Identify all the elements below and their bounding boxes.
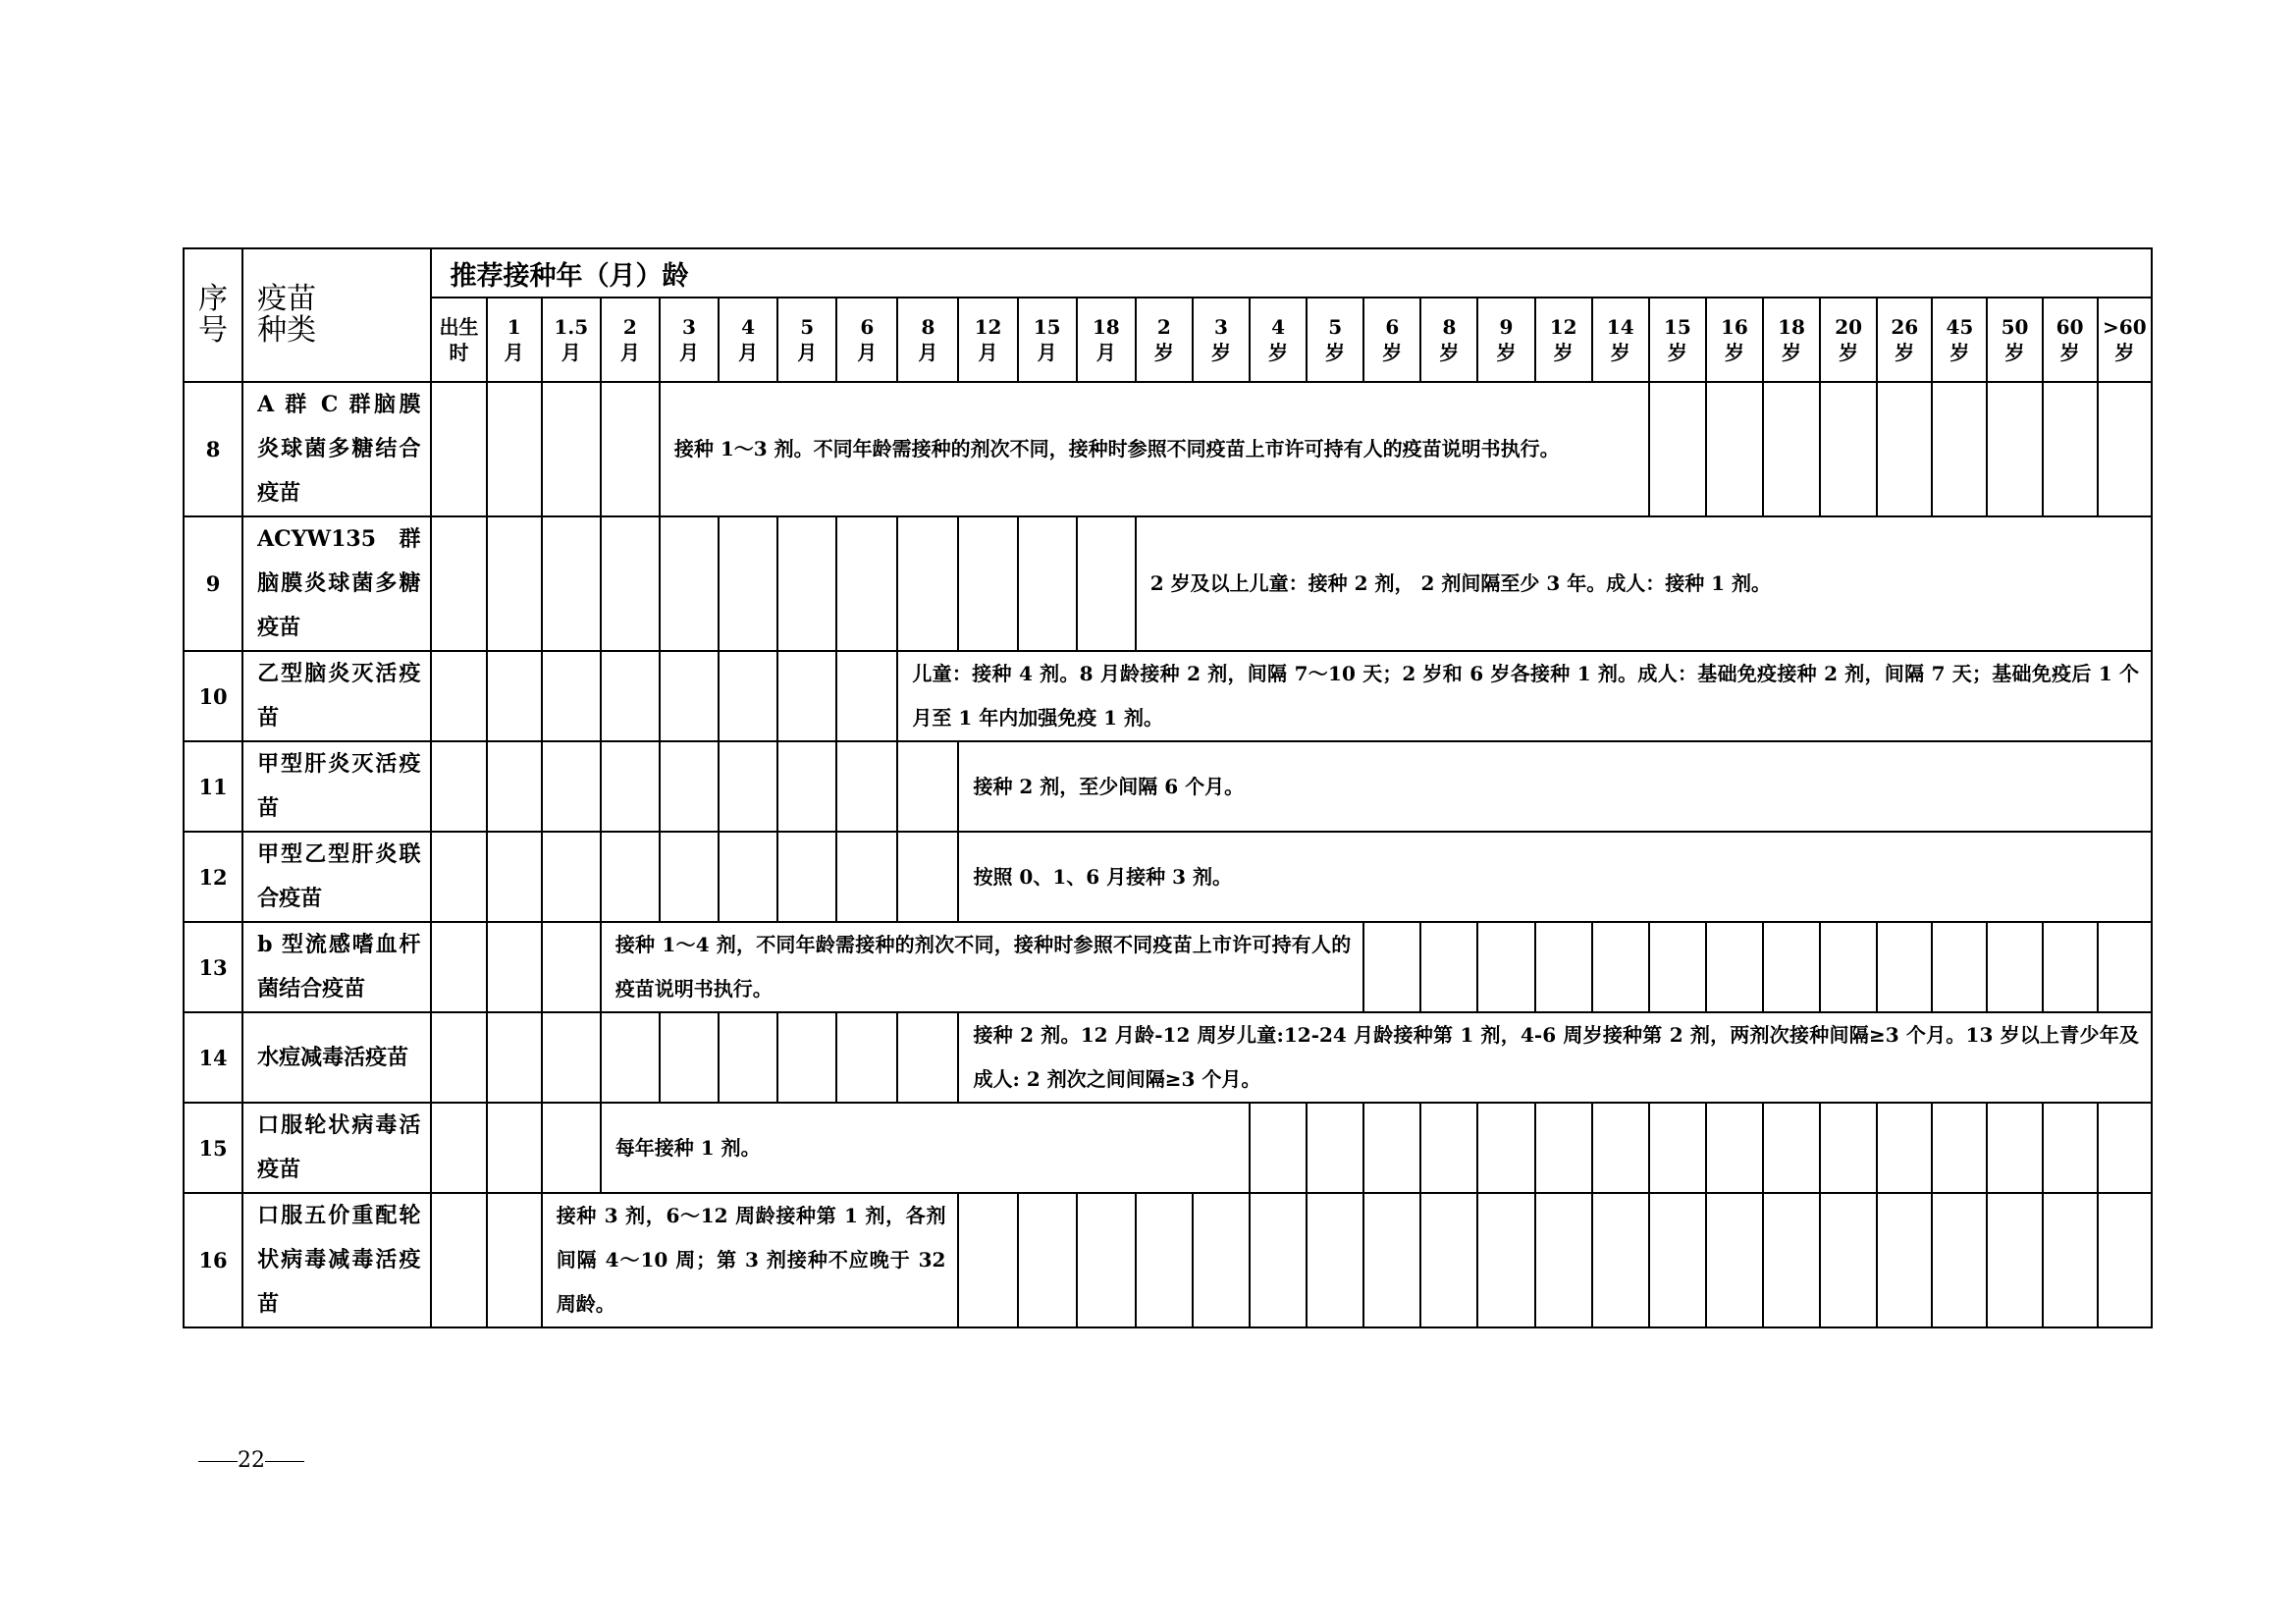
age-cell: [660, 832, 719, 922]
age-header-unit: 岁: [1153, 341, 1174, 364]
age-cell: [487, 516, 542, 651]
age-cell: [1136, 1193, 1193, 1327]
age-cell: [1477, 1193, 1534, 1327]
age-cell: [836, 1012, 897, 1103]
age-header-unit: 月: [619, 341, 640, 364]
age-header-value: 9: [1499, 315, 1514, 339]
age-cell: [719, 832, 777, 922]
schedule-note: 按照 0、1、6 月接种 3 剂。: [958, 832, 2152, 922]
age-cell: [487, 1193, 542, 1327]
age-cell: [487, 741, 542, 832]
age-cell: [431, 516, 486, 651]
schedule-note: 接种 2 剂，至少间隔 6 个月。: [958, 741, 2152, 832]
age-cell: [1363, 1193, 1420, 1327]
age-header-unit: 月: [1095, 341, 1116, 364]
age-cell: [542, 382, 601, 516]
age-cell: [1363, 922, 1420, 1012]
row-index: 13: [184, 922, 242, 1012]
vaccination-schedule-table: [183, 247, 2153, 1328]
age-header-unit: 岁: [1782, 341, 1802, 364]
age-header-value: 2: [1156, 315, 1171, 339]
index-header: 序号: [184, 248, 242, 382]
row-index: 11: [184, 741, 242, 832]
age-header-unit: 岁: [1667, 341, 1687, 364]
age-header: [487, 298, 542, 382]
age-cell: [719, 516, 777, 651]
age-cell: [719, 741, 777, 832]
age-cell: [897, 516, 958, 651]
age-cell: [431, 741, 486, 832]
age-cell: [1877, 382, 1932, 516]
age-header: [601, 298, 660, 382]
age-cell: [660, 516, 719, 651]
age-cell: [660, 651, 719, 741]
row-index: 12: [184, 832, 242, 922]
age-header-unit: 月: [561, 341, 581, 364]
age-cell: [487, 1012, 542, 1103]
age-cell: [601, 741, 660, 832]
age-cell: [1763, 922, 1820, 1012]
age-header-unit: 岁: [1325, 341, 1346, 364]
age-cell: [487, 382, 542, 516]
table-row: [184, 1193, 2152, 1327]
age-cell: [1535, 1193, 1592, 1327]
age-header-value: 50: [2001, 315, 2029, 339]
vaccine-name: b 型流感嗜血杆菌结合疫苗: [242, 922, 431, 1012]
age-cell: [660, 1012, 719, 1103]
age-cell: [1535, 1103, 1592, 1193]
age-header-unit: 岁: [1610, 341, 1630, 364]
age-cell: [1649, 1103, 1706, 1193]
age-cell: [542, 1103, 601, 1193]
table-row: [184, 741, 2152, 832]
vaccine-name: A 群 C 群脑膜炎球菌多糖结合疫苗: [242, 382, 431, 516]
age-cell: [1420, 1193, 1477, 1327]
header-row-ages: [184, 298, 2152, 382]
schedule-note: 2 岁及以上儿童：接种 2 剂， 2 剂间隔至少 3 年。成人：接种 1 剂。: [1136, 516, 2152, 651]
age-header-value: 12: [1549, 315, 1577, 339]
age-header: [1877, 298, 1932, 382]
age-cell: [1932, 922, 1987, 1012]
age-cell: [601, 1012, 660, 1103]
age-cell: [487, 651, 542, 741]
age-header-unit: 岁: [1949, 341, 1970, 364]
age-header: [897, 298, 958, 382]
age-header: [660, 298, 719, 382]
age-header: [431, 298, 486, 382]
age-cell: [1077, 516, 1136, 651]
age-header-value: 2: [622, 315, 637, 339]
age-cell: [1592, 1193, 1649, 1327]
row-index: 8: [184, 382, 242, 516]
age-header-value: 出生: [439, 315, 479, 339]
age-cell: [2043, 1193, 2098, 1327]
age-header-value: 6: [860, 315, 875, 339]
age-cell: [1193, 1193, 1250, 1327]
age-cell: [542, 832, 601, 922]
table-row: [184, 832, 2152, 922]
age-cell: [1363, 1103, 1420, 1193]
row-index: 16: [184, 1193, 242, 1327]
age-header-value: 1.5: [554, 315, 589, 339]
age-cell: [1307, 1103, 1363, 1193]
age-cell: [487, 832, 542, 922]
age-header: [1477, 298, 1534, 382]
page-number: 22: [198, 1448, 304, 1474]
age-cell: [2098, 1103, 2152, 1193]
schedule-note: 接种 3 剂，6～12 周龄接种第 1 剂，各剂间隔 4～10 周；第 3 剂接种不应晚于 32 周龄。: [542, 1193, 959, 1327]
age-cell: [1932, 1193, 1987, 1327]
age-cell: [2043, 382, 2098, 516]
age-cell: [719, 651, 777, 741]
age-header: [1420, 298, 1477, 382]
age-header: [1535, 298, 1592, 382]
age-header: [1932, 298, 1987, 382]
age-header: [542, 298, 601, 382]
age-header-value: 4: [741, 315, 756, 339]
age-header-unit: 岁: [1268, 341, 1289, 364]
age-cell: [431, 382, 486, 516]
age-cell: [1420, 1103, 1477, 1193]
age-cell: [1820, 382, 1877, 516]
age-cell: [1535, 922, 1592, 1012]
vaccine-name: 口服轮状病毒活疫苗: [242, 1103, 431, 1193]
table-row: [184, 1012, 2152, 1103]
age-cell: [958, 516, 1017, 651]
vaccine-name: 甲型乙型肝炎联合疫苗: [242, 832, 431, 922]
age-cell: [1018, 516, 1077, 651]
age-cell: [777, 516, 836, 651]
age-cell: [542, 651, 601, 741]
age-header-unit: 月: [678, 341, 699, 364]
age-header-value: 45: [1946, 315, 1974, 339]
age-cell: [897, 1012, 958, 1103]
age-header: [1193, 298, 1250, 382]
schedule-note: 接种 1～3 剂。不同年龄需接种的剂次不同，接种时参照不同疫苗上市许可持有人的疫苗说明书执行。: [660, 382, 1649, 516]
age-header-value: 6: [1385, 315, 1400, 339]
age-cell: [542, 1012, 601, 1103]
age-header-unit: 岁: [1210, 341, 1231, 364]
age-cell: [1987, 1193, 2042, 1327]
age-header-value: 15: [1663, 315, 1691, 339]
table-row: [184, 382, 2152, 516]
age-cell: [487, 922, 542, 1012]
age-cell: [836, 832, 897, 922]
age-cell: [542, 922, 601, 1012]
age-cell: [836, 651, 897, 741]
age-cell: [2043, 922, 2098, 1012]
table-row: [184, 516, 2152, 651]
age-cell: [431, 1103, 486, 1193]
age-header-value: 20: [1835, 315, 1863, 339]
age-cell: [1706, 922, 1763, 1012]
schedule-note: 接种 1～4 剂，不同年龄需接种的剂次不同，接种时参照不同疫苗上市许可持有人的疫苗说明书执行。: [601, 922, 1363, 1012]
age-cell: [1649, 382, 1706, 516]
age-header-unit: 岁: [2004, 341, 2025, 364]
age-cell: [777, 832, 836, 922]
age-header-unit: 时: [449, 341, 469, 364]
age-header-value: 60: [2056, 315, 2084, 339]
recommended-age-header: 推荐接种年（月）龄: [431, 248, 2152, 298]
age-cell: [1763, 1103, 1820, 1193]
age-header: [1136, 298, 1193, 382]
age-cell: [601, 516, 660, 651]
age-cell: [1018, 1193, 1077, 1327]
age-header: [1363, 298, 1420, 382]
age-cell: [1877, 1193, 1932, 1327]
age-header: [1250, 298, 1307, 382]
age-cell: [897, 741, 958, 832]
age-header-value: 26: [1891, 315, 1919, 339]
age-cell: [1820, 1193, 1877, 1327]
age-header: [958, 298, 1017, 382]
age-header: [1987, 298, 2042, 382]
age-cell: [777, 651, 836, 741]
age-cell: [777, 1012, 836, 1103]
age-cell: [1592, 1103, 1649, 1193]
header-row-1: [184, 248, 2152, 298]
age-header-value: 5: [1328, 315, 1343, 339]
age-cell: [1307, 1193, 1363, 1327]
age-cell: [431, 832, 486, 922]
schedule-note: 每年接种 1 剂。: [601, 1103, 1250, 1193]
age-header-unit: 岁: [1439, 341, 1460, 364]
age-cell: [542, 741, 601, 832]
row-index: 9: [184, 516, 242, 651]
age-cell: [1250, 1103, 1307, 1193]
age-header-value: 8: [1442, 315, 1457, 339]
age-cell: [1763, 382, 1820, 516]
age-cell: [1649, 922, 1706, 1012]
age-cell: [1477, 1103, 1534, 1193]
age-cell: [958, 1193, 1017, 1327]
age-header-unit: 岁: [1496, 341, 1517, 364]
age-cell: [431, 1012, 486, 1103]
age-cell: [1077, 1193, 1136, 1327]
age-header: [719, 298, 777, 382]
age-header-value: 18: [1092, 315, 1120, 339]
age-header-value: 14: [1606, 315, 1634, 339]
age-header-value: >60: [2103, 315, 2147, 339]
age-cell: [487, 1103, 542, 1193]
age-header-value: 5: [800, 315, 815, 339]
age-header-unit: 月: [504, 341, 524, 364]
vaccine-name: 乙型脑炎灭活疫苗: [242, 651, 431, 741]
age-cell: [431, 922, 486, 1012]
age-header-unit: 月: [1037, 341, 1057, 364]
age-cell: [1592, 922, 1649, 1012]
vaccine-name: 甲型肝炎灭活疫苗: [242, 741, 431, 832]
age-cell: [431, 1193, 486, 1327]
age-header: [1018, 298, 1077, 382]
age-header-unit: 岁: [1724, 341, 1744, 364]
age-header-unit: 月: [978, 341, 998, 364]
age-cell: [1820, 1103, 1877, 1193]
age-cell: [836, 516, 897, 651]
row-index: 10: [184, 651, 242, 741]
age-cell: [601, 651, 660, 741]
age-cell: [601, 832, 660, 922]
age-header-unit: 月: [857, 341, 878, 364]
age-cell: [1763, 1193, 1820, 1327]
age-header: [2043, 298, 2098, 382]
row-index: 15: [184, 1103, 242, 1193]
age-header: [1763, 298, 1820, 382]
age-cell: [1420, 922, 1477, 1012]
age-cell: [836, 741, 897, 832]
vaccine-name: 水痘减毒活疫苗: [242, 1012, 431, 1103]
age-header-value: 12: [974, 315, 1002, 339]
row-index: 14: [184, 1012, 242, 1103]
age-cell: [1932, 1103, 1987, 1193]
age-cell: [1649, 1193, 1706, 1327]
age-cell: [2098, 382, 2152, 516]
schedule-note: 儿童：接种 4 剂。8 月龄接种 2 剂，间隔 7～10 天；2 岁和 6 岁各接种 1 剂。成人：基础免疫接种 2 剂，间隔 7 天；基础免疫后 1 个月至 1 年内加强免疫 1 剂。: [897, 651, 2152, 741]
age-header-value: 3: [1214, 315, 1228, 339]
age-header: [1592, 298, 1649, 382]
age-cell: [660, 741, 719, 832]
age-header-unit: 岁: [2059, 341, 2080, 364]
schedule-note: 接种 2 剂。12 月龄-12 周岁儿童:12-24 月龄接种第 1 剂，4-6 周岁接种第 2 剂，两剂次接种间隔≥3 个月。13 岁以上青少年及成人: 2 剂次之间间隔≥3 个月。: [958, 1012, 2152, 1103]
age-cell: [2043, 1103, 2098, 1193]
age-header-unit: 岁: [1895, 341, 1915, 364]
age-header-unit: 岁: [1553, 341, 1574, 364]
age-cell: [1706, 1103, 1763, 1193]
age-header-value: 15: [1033, 315, 1061, 339]
vaccine-header-label: 疫苗种类: [257, 282, 317, 348]
age-header-unit: 岁: [1839, 341, 1859, 364]
age-header: [777, 298, 836, 382]
age-cell: [1987, 382, 2042, 516]
vaccine-name: ACYW135 群脑膜炎球菌多糖疫苗: [242, 516, 431, 651]
age-cell: [1932, 382, 1987, 516]
age-header-value: 8: [921, 315, 935, 339]
age-header-value: 4: [1271, 315, 1286, 339]
age-header: [1649, 298, 1706, 382]
age-cell: [897, 832, 958, 922]
vaccine-header: [242, 248, 431, 382]
age-header: [1820, 298, 1877, 382]
age-cell: [1477, 922, 1534, 1012]
age-cell: [431, 651, 486, 741]
age-header-unit: 岁: [2114, 341, 2135, 364]
table-row: [184, 651, 2152, 741]
age-cell: [1877, 1103, 1932, 1193]
age-cell: [1820, 922, 1877, 1012]
vaccine-name: 口服五价重配轮状病毒减毒活疫苗: [242, 1193, 431, 1327]
age-header: [836, 298, 897, 382]
age-header-unit: 月: [797, 341, 818, 364]
age-header-value: 3: [682, 315, 696, 339]
age-cell: [777, 741, 836, 832]
age-header: [2098, 298, 2152, 382]
table-row: [184, 1103, 2152, 1193]
age-cell: [719, 1012, 777, 1103]
table-row: [184, 922, 2152, 1012]
age-header-value: 18: [1778, 315, 1805, 339]
age-header-unit: 月: [918, 341, 938, 364]
age-cell: [1250, 1193, 1307, 1327]
age-cell: [1987, 922, 2042, 1012]
age-cell: [542, 516, 601, 651]
age-header-value: 1: [507, 315, 521, 339]
age-header: [1307, 298, 1363, 382]
age-header-value: 16: [1721, 315, 1748, 339]
age-header-unit: 月: [738, 341, 759, 364]
age-cell: [1706, 382, 1763, 516]
age-header: [1077, 298, 1136, 382]
age-cell: [1877, 922, 1932, 1012]
age-cell: [601, 382, 660, 516]
age-header: [1706, 298, 1763, 382]
age-header-unit: 岁: [1382, 341, 1403, 364]
age-cell: [1987, 1103, 2042, 1193]
age-cell: [2098, 922, 2152, 1012]
age-cell: [1706, 1193, 1763, 1327]
age-cell: [2098, 1193, 2152, 1327]
